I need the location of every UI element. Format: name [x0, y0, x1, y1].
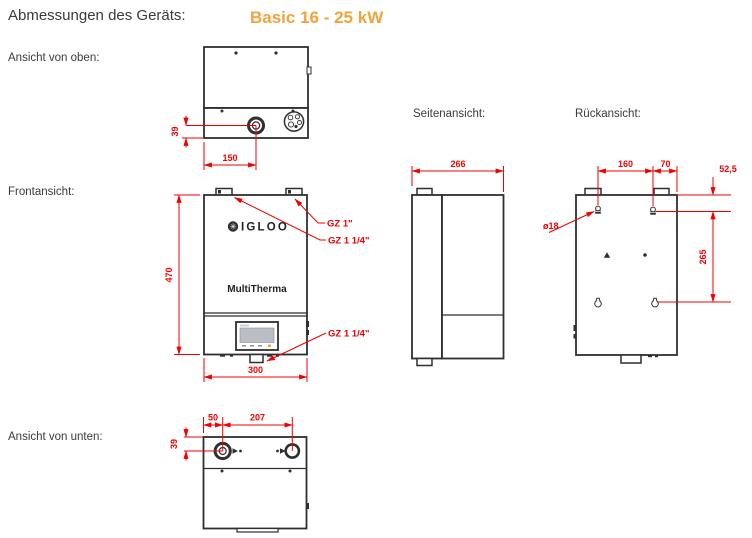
side-view-drawing	[412, 159, 504, 366]
model-title: Basic 16 - 25 kW	[250, 8, 384, 27]
label-bottom-view: Ansicht von unten:	[8, 431, 103, 443]
mounting-screw-left	[595, 206, 601, 214]
vent-mark-dot	[643, 253, 647, 257]
product-name: MultiTherma	[227, 284, 287, 295]
dim-rear-hole-diameter: ø18	[543, 221, 559, 231]
side-notch	[307, 67, 311, 74]
dim-bottom-50: 50	[207, 412, 219, 423]
dim-rear-265: 265	[698, 249, 708, 265]
bottom-view-drawing	[169, 413, 309, 533]
label-gz-1-14-top: GZ 1 1/4"	[328, 235, 370, 247]
dim-side-266: 266	[450, 159, 466, 169]
top-view-drawing	[170, 47, 311, 170]
label-top-view: Ansicht von oben:	[8, 52, 100, 64]
control-panel	[236, 322, 278, 350]
dim-top-150: 150	[222, 153, 238, 163]
brand-text: IGLOO	[241, 221, 290, 234]
label-gz-1-14-bottom: GZ 1 1/4"	[328, 328, 370, 340]
front-view-drawing	[164, 189, 369, 383]
dim-front-300: 300	[247, 365, 264, 375]
rear-bottom-fitting	[621, 355, 641, 363]
dim-bottom-39: 39	[169, 438, 179, 450]
bottom-base-tab	[237, 529, 278, 533]
side-bottom-fitting	[417, 359, 432, 366]
snowflake-glyph: ✳	[229, 221, 237, 232]
label-side-view: Seitenansicht:	[413, 108, 486, 120]
dim-top-39: 39	[170, 126, 180, 137]
display-screen	[240, 328, 274, 343]
mounting-screw-right	[650, 207, 656, 215]
label-gz-1: GZ 1"	[327, 218, 353, 230]
label-front-view: Frontansicht:	[8, 186, 75, 198]
label-rear-view: Rückansicht:	[575, 108, 641, 120]
panel-led	[268, 345, 271, 347]
bottom-fitting	[250, 355, 263, 363]
dim-bottom-207: 207	[249, 412, 266, 423]
dim-rear-160: 160	[617, 159, 634, 169]
page-title: Abmessungen des Geräts:	[8, 7, 186, 24]
dim-rear-70: 70	[660, 159, 671, 169]
side-top-fitting	[417, 189, 432, 196]
dim-front-470: 470	[164, 267, 174, 283]
dim-rear-525: 52,5	[719, 164, 737, 174]
rear-view-drawing	[543, 159, 737, 363]
